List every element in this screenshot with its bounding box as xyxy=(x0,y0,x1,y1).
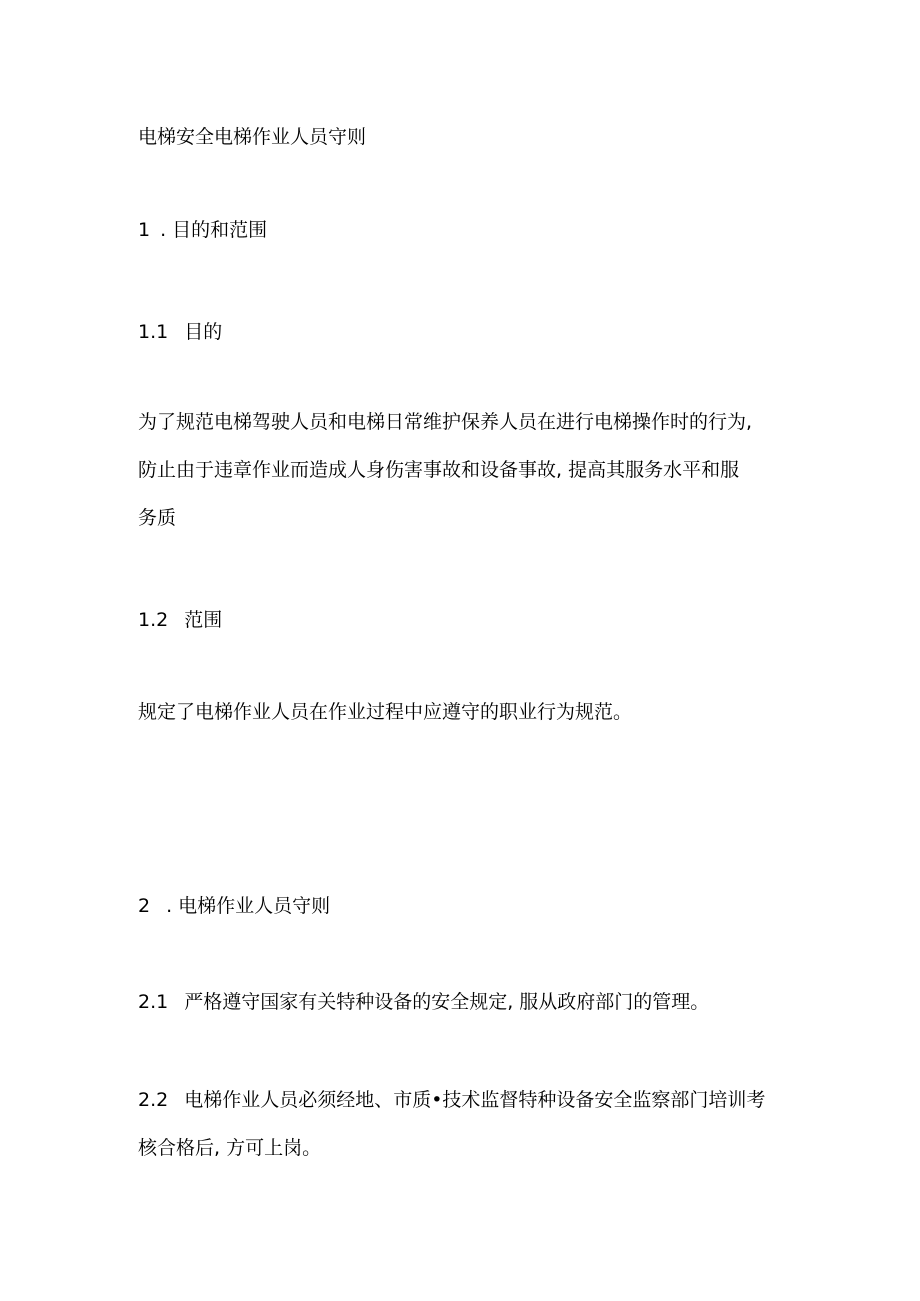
section-1-1-heading xyxy=(138,320,222,344)
section-number: 1.2 xyxy=(138,609,169,631)
section-number: 2.1 xyxy=(138,991,169,1013)
item-text: 电梯作业人员必须经地、市质•技术监督特种设备安全监察部门培训考 xyxy=(184,1089,766,1111)
paragraph-line: 核合格后, 方可上岗。 xyxy=(138,1137,322,1159)
section-2-2-item xyxy=(138,1088,798,1160)
paragraph-line: 务质 xyxy=(138,507,177,529)
document-title: 电梯安全电梯作业人员守则 xyxy=(138,126,367,148)
section-2-1-item xyxy=(138,990,709,1014)
section-number: 2.2 xyxy=(138,1089,169,1111)
section-2-heading xyxy=(138,894,330,918)
section-1-heading xyxy=(138,218,267,242)
section-title: 目的 xyxy=(184,321,223,343)
section-number: 2 xyxy=(138,895,151,917)
section-number: 1.1 xyxy=(138,321,169,343)
section-title: . 目的和范围 xyxy=(160,219,268,241)
paragraph-line xyxy=(138,1088,765,1112)
section-1-2-paragraph: 规定了电梯作业人员在作业过程中应遵守的职业行为规范。 xyxy=(138,701,633,723)
section-title: 范围 xyxy=(184,609,223,631)
section-title: . 电梯作业人员守则 xyxy=(166,895,331,917)
item-text: 严格遵守国家有关特种设备的安全规定, 服从政府部门的管理。 xyxy=(184,991,710,1013)
section-1-2-heading xyxy=(138,608,222,632)
section-number: 1 xyxy=(138,219,151,241)
paragraph-line: 为了规范电梯驾驶人员和电梯日常维护保养人员在进行电梯操作时的行为, xyxy=(138,411,753,433)
section-1-1-paragraph xyxy=(138,410,798,530)
paragraph-line: 防止由于违章作业而造成人身伤害事故和设备事故, 提高其服务水平和服 xyxy=(138,459,740,481)
